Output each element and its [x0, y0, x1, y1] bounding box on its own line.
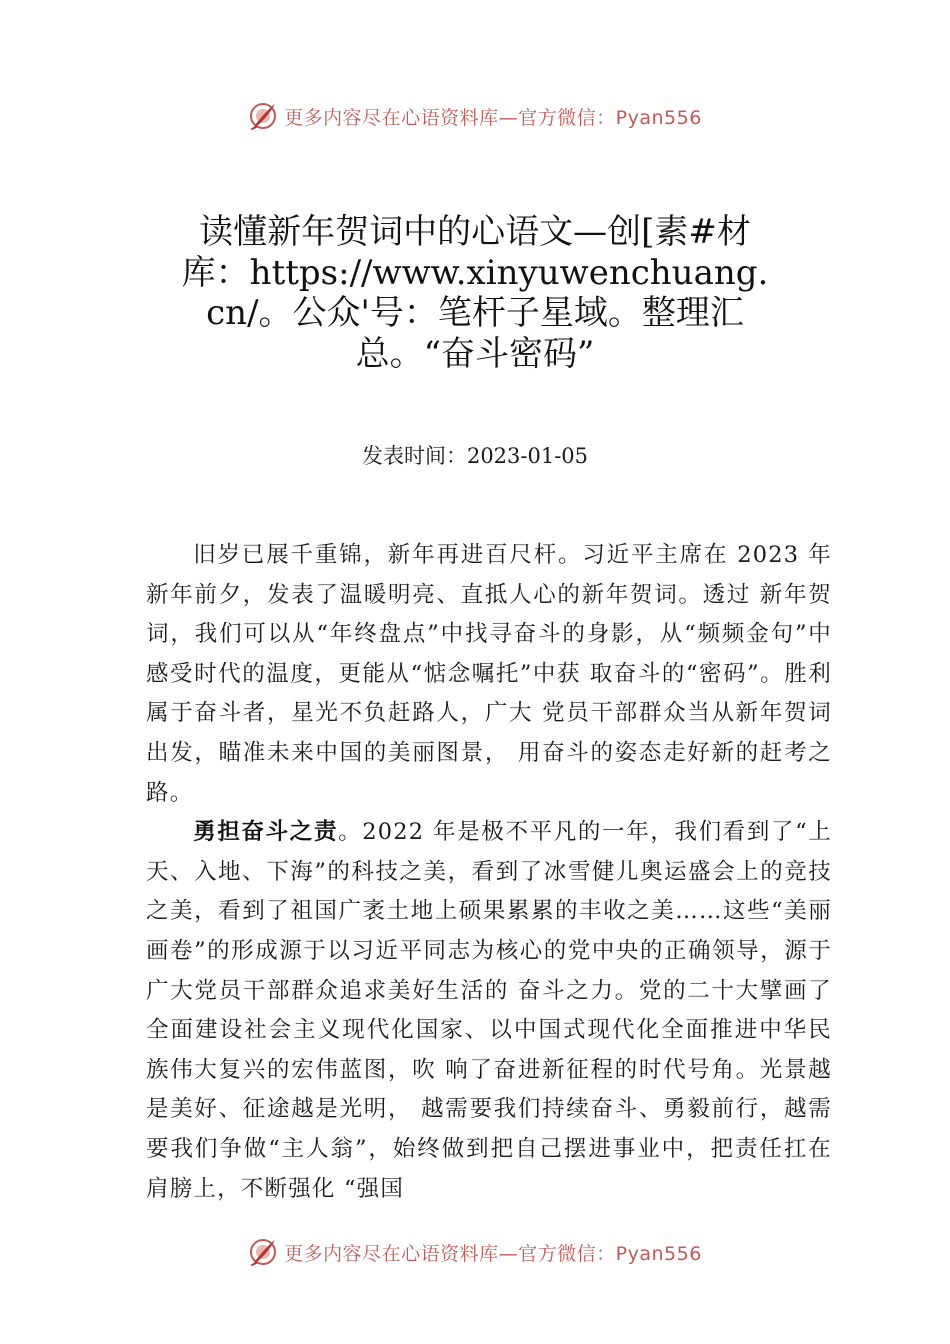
paragraph-2-lead: 勇担奋斗之责: [193, 819, 339, 846]
paragraph-2-text: 。2022 年是极不平凡的一年，我们看到了“上天、入地、下海”的科技之美，看到了冰雪健儿奥运盛会上的竞技之美，看到了祖国广袤土地上硕果累累的丰收之美……这些“美丽画卷”的形成源于以习近平同志为核心的党中央的正确领导，源于广大党员干部群众追求美好生活的 奋斗之力。党的二十大擘画了全面建设社会主义现代化国家、以中国式现代化全面推进中华民族伟大复兴的宏伟蓝图，吹 响了奋进新征程的时代号角。光景越是美好、征途越是光明， 越需要我们持续奋斗、勇毅前行，越需要我们争做“主人翁”，始终做到把自己摆进事业中，把责任扛在肩膀上，不断强化 “强国: [146, 819, 832, 1202]
banner-text: 更多内容尽在心语资料库—官方微信：Pyan556: [284, 106, 702, 129]
paragraph-1: [146, 536, 832, 813]
publish-time: 发表时间：2023-01-05: [361, 444, 589, 468]
footer-banner: [0, 1232, 950, 1272]
paragraph-1-text: 旧岁已展千重锦，新年再进百尺杆。习近平主席在 2023 年新年前夕，发表了温暖明亮、直抵人心的新年贺词。透过 新年贺词，我们可以从“年终盘点”中找寻奋斗的身影，从“频频金句”中感受时代的温度，更能从“惦念嘱托”中获 取奋斗的“密码”。胜利属于奋斗者，星光不负赶路人，广大 党员干部群众当从新年贺词出发，瞄准未来中国的美丽图景， 用奋斗的姿态走好新的赶考之路。: [146, 542, 832, 806]
article-body: [146, 536, 832, 1209]
paragraph-2: [146, 813, 832, 1209]
header-banner: [0, 96, 950, 136]
feather-pen-logo-icon: [248, 1237, 278, 1267]
article-title: 读懂新年贺词中的心语文—创[素#材库：https://www.xinyuwenchuang.cn/。公众'号：笔杆子星域。整理汇总。“奋斗密码”: [181, 212, 769, 374]
banner-text: 更多内容尽在心语资料库—官方微信：Pyan556: [284, 1242, 702, 1265]
feather-pen-logo-icon: [248, 101, 278, 131]
